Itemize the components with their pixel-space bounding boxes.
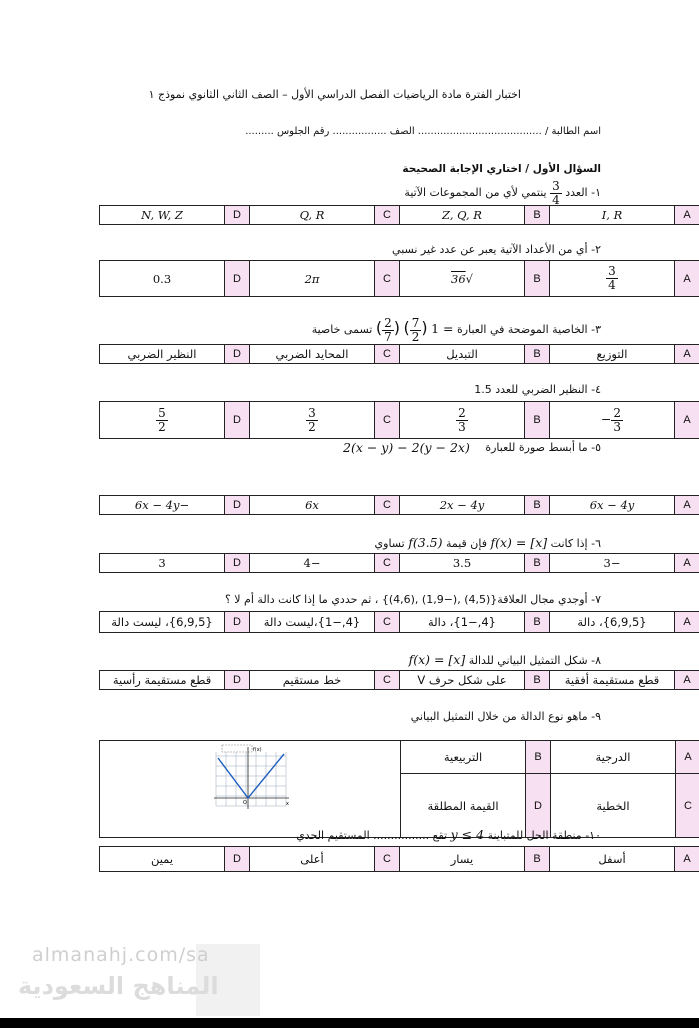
option-a[interactable]: {6,9,5}، دالة <box>550 612 675 633</box>
option-letter-c: C <box>375 206 400 225</box>
option-d[interactable]: {6,9,5}، ليست دالة <box>100 612 225 633</box>
option-letter-b: B <box>525 847 550 872</box>
absolute-value-graph <box>212 744 292 812</box>
option-b[interactable]: يسار <box>400 847 525 872</box>
option-letter-b: B <box>525 261 550 297</box>
option-letter-b: B <box>525 671 550 690</box>
option-c[interactable]: خط مستقيم <box>250 671 375 690</box>
question-9: ٩- ماهو نوع الدالة من خلال التمثيل البياني <box>410 710 601 723</box>
option-letter-a: A <box>675 671 699 690</box>
option-d[interactable]: −6x − 4y <box>100 496 225 515</box>
option-b[interactable]: التربيعية <box>401 741 526 774</box>
option-d[interactable]: النظير الضربي <box>100 345 225 364</box>
option-letter-c: C <box>375 345 400 364</box>
option-letter-b: B <box>525 345 550 364</box>
option-letter-c: C <box>375 261 400 297</box>
question-6: ٦- إذا كانت f(x) = [x] فإن قيمة f(3.5) تساوي <box>374 535 601 550</box>
options-q8 <box>99 670 699 690</box>
watermark-brand: المناهج السعودية <box>18 972 219 1000</box>
option-letter-a: A <box>675 402 699 439</box>
option-a[interactable]: $\frac{2}{3}$ − <box>550 402 675 439</box>
options-q5 <box>99 495 699 515</box>
option-letter-c: C <box>375 554 400 573</box>
option-letter-a: A <box>675 612 699 633</box>
option-b[interactable]: {4,−1}، دالة <box>400 612 525 633</box>
option-letter-b: B <box>526 741 551 774</box>
option-b[interactable]: $\frac{2}{3}$ <box>400 402 525 439</box>
question-4: ٤- النظير الضربي للعدد 1.5 <box>474 383 601 396</box>
option-d[interactable]: القيمة المطلقة <box>401 774 526 838</box>
option-a[interactable]: قطع مستقيمة أفقية <box>550 671 675 690</box>
option-c[interactable]: Q, R <box>250 206 375 225</box>
option-letter-c: C <box>375 496 400 515</box>
graph-origin-label: O <box>243 800 247 806</box>
option-b[interactable]: التبديل <box>400 345 525 364</box>
section-title: السؤال الأول / اختاري الإجابة الصحيحة <box>402 163 601 175</box>
option-d[interactable]: N, W, Z <box>100 206 225 225</box>
option-c[interactable]: 2π <box>250 261 375 297</box>
option-b[interactable]: 3.5 <box>400 554 525 573</box>
option-letter-d: D <box>225 847 250 872</box>
option-a[interactable]: أسفل <box>550 847 675 872</box>
option-d[interactable]: 3 <box>100 554 225 573</box>
option-c[interactable]: الخطية <box>551 774 676 838</box>
options-q6 <box>99 553 699 573</box>
option-letter-a: A <box>675 847 699 872</box>
option-letter-d: D <box>526 774 551 838</box>
options-q9 <box>99 740 699 838</box>
watermark-url: almanahj.com/sa <box>32 944 210 966</box>
option-letter-d: D <box>225 671 250 690</box>
option-letter-d: D <box>225 612 250 633</box>
option-a[interactable]: 6x − 4y <box>550 496 675 515</box>
option-c[interactable]: أعلى <box>250 847 375 872</box>
option-letter-d: D <box>225 206 250 225</box>
option-c[interactable]: {4,−1}،ليست دالة <box>250 612 375 633</box>
option-a[interactable]: الدرجية <box>551 741 676 774</box>
fraction: $\frac{3}{4}$ <box>552 179 560 207</box>
question-7: ٧- أوجدي مجال العلاقة{(4,5) ,(−1,9) ,(4,6)} ، ثم حددي ما إذا كانت دالة أم لا ؟ <box>224 593 601 606</box>
option-letter-a: A <box>676 741 699 774</box>
option-letter-c: C <box>676 774 699 838</box>
options-q10 <box>99 846 699 872</box>
option-a[interactable]: التوزيع <box>550 345 675 364</box>
option-letter-a: A <box>675 496 699 515</box>
option-d[interactable]: $\frac{5}{2}$ <box>100 402 225 439</box>
question-10: ١٠- منطقة الحل للمتباينة y ≤ 4 تقع ................ المستقيم الحدي <box>296 827 601 842</box>
option-a[interactable]: $\frac{3}{4}$ <box>550 261 675 297</box>
question-3: ٣- الخاصية الموضحة في العبارة = 1 ( $\frac{7}{2}$ ) ( $\frac{2}{7}$ ) تسمى خاصية <box>311 316 601 344</box>
option-b[interactable]: 2x − 4y <box>400 496 525 515</box>
option-letter-d: D <box>225 261 250 297</box>
option-letter-b: B <box>525 402 550 439</box>
option-b[interactable]: √36 <box>400 261 525 297</box>
option-d[interactable]: يمين <box>100 847 225 872</box>
options-q4 <box>99 401 699 439</box>
bottom-bar <box>0 1018 699 1028</box>
options-q3 <box>99 344 699 364</box>
question-2: ٢- أي من الأعداد الآتية يعبر عن عدد غير نسبي <box>392 243 601 256</box>
graph-y-label: f(x) <box>253 747 262 753</box>
question-8: ٨- شكل التمثيل البياني للدالة f(x) = [x] <box>408 652 601 667</box>
option-c[interactable]: المحايد الضربي <box>250 345 375 364</box>
option-a[interactable]: −3 <box>550 554 675 573</box>
option-letter-d: D <box>225 402 250 439</box>
option-letter-b: B <box>525 496 550 515</box>
options-q2 <box>99 260 699 297</box>
option-d[interactable]: قطع مستقيمة رأسية <box>100 671 225 690</box>
option-letter-c: C <box>375 847 400 872</box>
option-letter-c: C <box>375 402 400 439</box>
graph-x-label: x <box>286 801 289 807</box>
option-letter-c: C <box>375 612 400 633</box>
option-letter-d: D <box>225 496 250 515</box>
option-letter-a: A <box>675 206 699 225</box>
option-b[interactable]: على شكل حرف V <box>400 671 525 690</box>
option-letter-a: A <box>675 554 699 573</box>
question-1: ١- العدد $\frac{3}{4}$ ينتمي لأي من المجموعات الآتية <box>404 179 601 207</box>
student-info-line: اسم الطالبة / ....................................... الصف ................. رقم الجلوس ......... <box>245 126 601 137</box>
option-letter-b: B <box>525 612 550 633</box>
option-c[interactable]: 6x <box>250 496 375 515</box>
option-letter-b: B <box>525 554 550 573</box>
option-a[interactable]: I, R <box>550 206 675 225</box>
option-letter-d: D <box>225 345 250 364</box>
option-b[interactable]: Z, Q, R <box>400 206 525 225</box>
option-letter-a: A <box>675 261 699 297</box>
option-c[interactable]: $\frac{3}{2}$ <box>250 402 375 439</box>
option-letter-c: C <box>375 671 400 690</box>
option-letter-b: B <box>525 206 550 225</box>
exam-title: اختبار الفترة مادة الرياضيات الفصل الدراسي الأول – الصف الثاني الثانوي نموذج ١ <box>148 88 521 101</box>
option-letter-d: D <box>225 554 250 573</box>
option-d[interactable]: 0.3 <box>100 261 225 297</box>
option-letter-a: A <box>675 345 699 364</box>
options-q7 <box>99 611 699 633</box>
options-q1 <box>99 205 699 225</box>
option-c[interactable]: −4 <box>250 554 375 573</box>
question-5-expression: 2(x − y) − 2(y − 2x) <box>343 440 470 455</box>
question-5: ٥- ما أبسط صورة للعبارة <box>485 441 601 454</box>
